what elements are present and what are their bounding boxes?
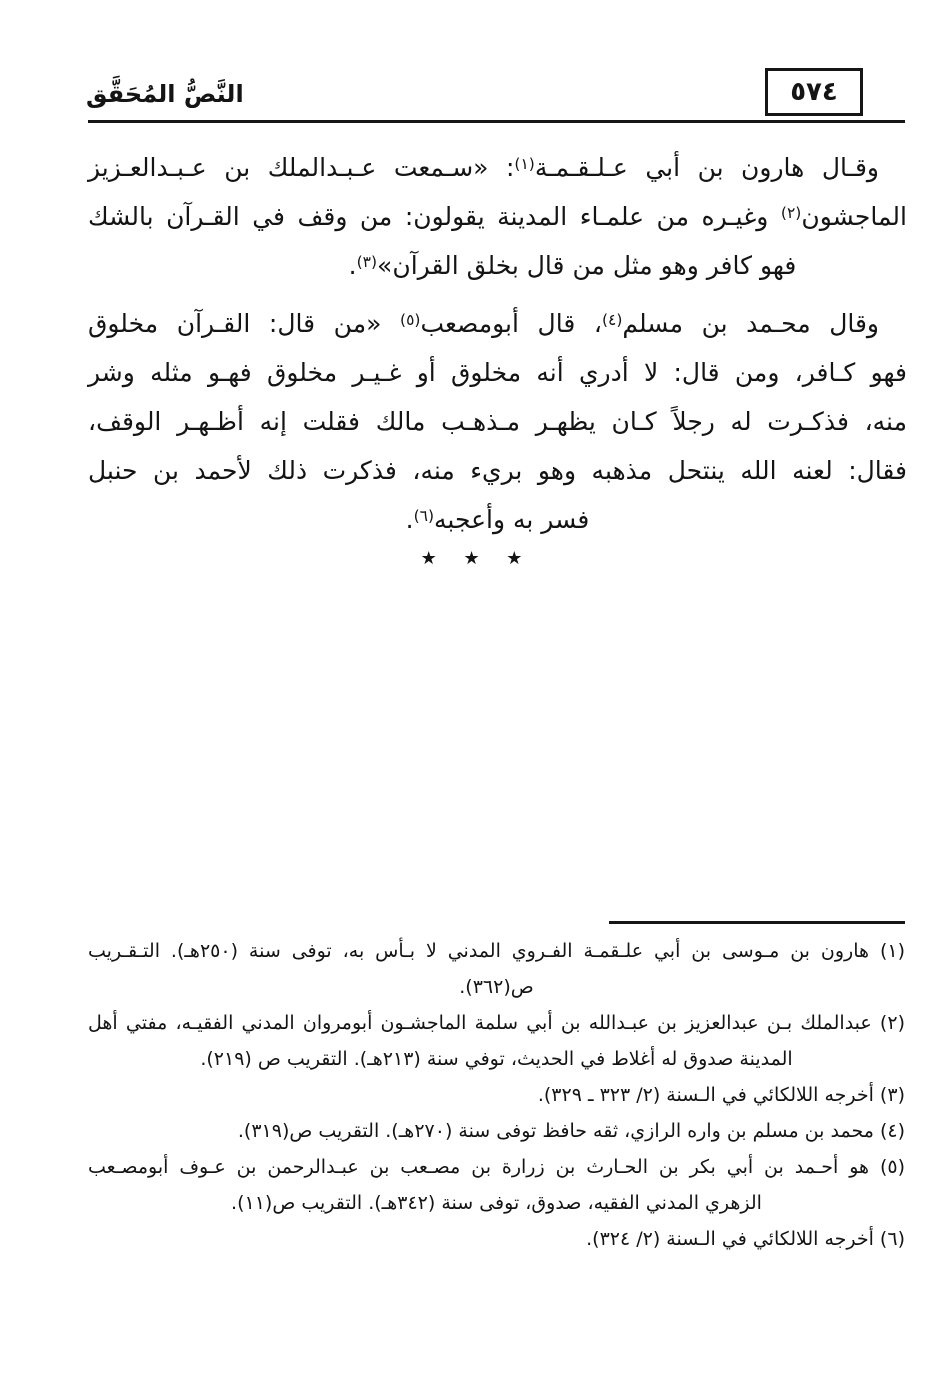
text-line: فهو كافر وهو مثل من قال بخلق القرآن»$^{(٣)}$. [348, 251, 797, 280]
footnote-line: (٢) عبدالملك بـن عبدالعزيز بن عبـدالله بن أبي سلمة الماجشـون أبومروان المدني الفقيـه، مفتي أهل [88, 1012, 905, 1034]
footnote [88, 1221, 905, 1257]
footnote-line: (٥) هو أحـمد بن أبي بكر بن الحـارث بن زرارة بن مصـعب بن عبـدالرحمن بن عـوف أبومصـعب [88, 1156, 905, 1178]
text-line: فهو كـافر، ومن قال: لا أدري أنه مخلوق أو غـيـر مخلوق فهـو مثله وشر [88, 358, 907, 387]
footnote [88, 1113, 905, 1149]
running-header-title: النَّصُّ المُحَقَّق [86, 80, 244, 108]
footnote-line: (٣) أخرجه اللالكائي في الـسنة (٢/ ٣٢٣ ـ ٣٢٩). [537, 1084, 905, 1106]
footnote-divider [609, 921, 905, 924]
text-line: وقال محـمد بن مسلم$^{(٤)}$، قال أبومصعب$^{(٥)}$ «من قال: القـرآن مخلوق [88, 309, 879, 338]
footnotes-block [88, 933, 905, 1257]
page-number-box [765, 68, 863, 116]
text-line: فقال: لعنه الله ينتحل مذهبه وهو بريء منه، فذكرت ذلك لأحمد بن حنبل [88, 456, 907, 485]
header-divider [88, 120, 905, 123]
page-number: ٥٧٤ [790, 77, 838, 107]
footnote-line: (١) هارون بن مـوسى بن أبي علـقمـة الفـروي المدني لا بـأس به، توفى سنة (٢٥٠هـ). التـقـريب [88, 940, 905, 962]
text-line: وقـال هارون بن أبي عـلـقـمـة$^{(١)}$: «سـمعت عـبـدالملك بن عـبـدالعـزيز [88, 153, 879, 182]
text-line: الماجشون$^{(٢)}$ وغيـره من علمـاء المدينة يقولون: من وقف في القـرآن بالشك [88, 202, 907, 231]
paragraph [88, 299, 907, 544]
footnote [88, 1077, 905, 1113]
main-text [88, 143, 907, 553]
footnote [88, 1005, 905, 1077]
section-separator: ٭ ٭ ٭ [420, 540, 523, 575]
footnote-line: الزهري المدني الفقيه، صدوق، توفى سنة (٣٤٢هـ). التقريب ص(١١). [231, 1192, 762, 1214]
text-line: فسر به وأعجبه$^{(٦)}$. [405, 505, 590, 534]
footnote-line: المدينة صدوق له أغلاط في الحديث، توفي سنة (٢١٣هـ). التقريب ص (٢١٩). [200, 1048, 793, 1070]
footnote [88, 1149, 905, 1221]
paragraph [88, 143, 907, 290]
text-line: منه، فذكـرت له رجلاً كـان يظهـر مـذهـب مالك فقلت إنه أظـهـر الوقف، [88, 407, 907, 436]
footnote [88, 933, 905, 1005]
footnote-line: (٦) أخرجه اللالكائي في الـسنة (٢/ ٣٢٤). [586, 1228, 905, 1250]
footnote-line: (٤) محمد بن مسلم بن واره الرازي، ثقه حافظ توفى سنة (٢٧٠هـ). التقريب ص(٣١٩). [237, 1120, 905, 1142]
footnote-line: ص(٣٦٢). [459, 976, 534, 998]
